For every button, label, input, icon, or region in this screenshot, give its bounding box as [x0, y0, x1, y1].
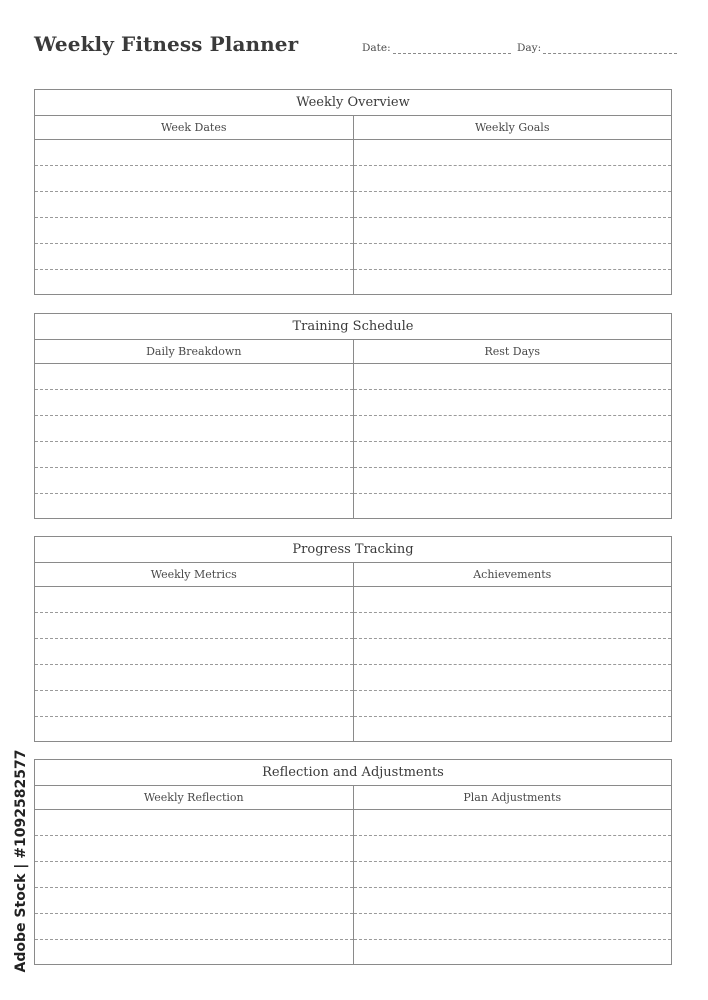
writing-line[interactable]: [354, 270, 672, 296]
day-field[interactable]: [517, 42, 677, 54]
date-input-line[interactable]: [393, 43, 511, 54]
writing-line[interactable]: [354, 691, 672, 717]
column-header: Weekly Goals: [354, 116, 672, 140]
writing-line[interactable]: [35, 468, 353, 494]
column-header: Weekly Reflection: [35, 786, 353, 810]
section-progress-tracking: [34, 536, 672, 742]
writing-line[interactable]: [354, 639, 672, 665]
writing-line[interactable]: [35, 270, 353, 296]
writing-line[interactable]: [354, 613, 672, 639]
writing-line[interactable]: [354, 192, 672, 218]
writing-line[interactable]: [354, 862, 672, 888]
section-title: Progress Tracking: [35, 537, 671, 563]
section-title: Reflection and Adjustments: [35, 760, 671, 786]
writing-line[interactable]: [354, 468, 672, 494]
writing-line[interactable]: [35, 810, 353, 836]
writing-line[interactable]: [354, 166, 672, 192]
writing-line[interactable]: [35, 888, 353, 914]
writing-line[interactable]: [35, 836, 353, 862]
writing-line[interactable]: [35, 166, 353, 192]
column-header: Weekly Metrics: [35, 563, 353, 587]
page-title: Weekly Fitness Planner: [34, 32, 299, 56]
writing-line[interactable]: [35, 587, 353, 613]
writing-line[interactable]: [35, 218, 353, 244]
writing-line[interactable]: [354, 494, 672, 520]
column-header: Achievements: [354, 563, 672, 587]
writing-line[interactable]: [35, 914, 353, 940]
writing-line[interactable]: [354, 364, 672, 390]
writing-line[interactable]: [35, 442, 353, 468]
writing-line[interactable]: [35, 390, 353, 416]
writing-line[interactable]: [354, 888, 672, 914]
column-header: Daily Breakdown: [35, 340, 353, 364]
column-achievements: [354, 563, 672, 741]
writing-line[interactable]: [35, 717, 353, 743]
day-input-line[interactable]: [543, 43, 677, 54]
writing-line[interactable]: [354, 914, 672, 940]
writing-line[interactable]: [35, 691, 353, 717]
date-label: Date:: [362, 42, 391, 54]
day-label: Day:: [517, 42, 542, 54]
column-week-dates: [35, 116, 354, 294]
writing-line[interactable]: [354, 416, 672, 442]
date-field[interactable]: [362, 42, 511, 54]
writing-line[interactable]: [35, 665, 353, 691]
section-title: Weekly Overview: [35, 90, 671, 116]
column-header: Plan Adjustments: [354, 786, 672, 810]
section-title: Training Schedule: [35, 314, 671, 340]
column-weekly-metrics: [35, 563, 354, 741]
writing-line[interactable]: [354, 665, 672, 691]
column-weekly-goals: [354, 116, 672, 294]
writing-line[interactable]: [354, 218, 672, 244]
section-reflection-adjustments: [34, 759, 672, 965]
column-plan-adjustments: [354, 786, 672, 964]
writing-line[interactable]: [35, 244, 353, 270]
column-header: Week Dates: [35, 116, 353, 140]
writing-line[interactable]: [354, 244, 672, 270]
stock-watermark: [10, 736, 32, 986]
writing-line[interactable]: [35, 639, 353, 665]
section-training-schedule: [34, 313, 672, 519]
writing-line[interactable]: [35, 940, 353, 966]
section-weekly-overview: [34, 89, 672, 295]
writing-line[interactable]: [354, 140, 672, 166]
column-rest-days: [354, 340, 672, 518]
writing-line[interactable]: [35, 613, 353, 639]
writing-line[interactable]: [35, 192, 353, 218]
writing-line[interactable]: [354, 810, 672, 836]
writing-line[interactable]: [354, 836, 672, 862]
writing-line[interactable]: [35, 416, 353, 442]
writing-line[interactable]: [354, 940, 672, 966]
column-weekly-reflection: [35, 786, 354, 964]
column-header: Rest Days: [354, 340, 672, 364]
writing-line[interactable]: [354, 587, 672, 613]
writing-line[interactable]: [35, 364, 353, 390]
column-daily-breakdown: [35, 340, 354, 518]
writing-line[interactable]: [35, 140, 353, 166]
writing-line[interactable]: [354, 390, 672, 416]
writing-line[interactable]: [354, 442, 672, 468]
writing-line[interactable]: [354, 717, 672, 743]
watermark-text: Adobe Stock | #1092582577: [13, 749, 29, 973]
writing-line[interactable]: [35, 494, 353, 520]
writing-line[interactable]: [35, 862, 353, 888]
